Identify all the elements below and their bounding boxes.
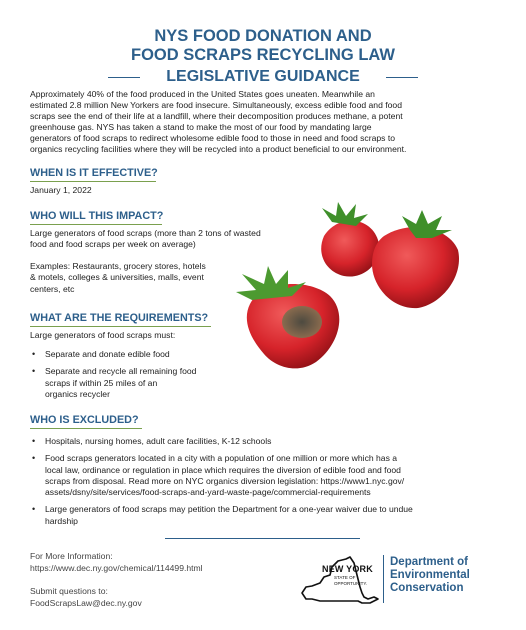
more-info-label: For More Information:	[30, 551, 113, 561]
heading-excluded-rule	[30, 428, 142, 429]
intro-line: greenhouse gas. NYS has taken a stand to make the most of our food by mandating large	[30, 122, 372, 132]
dec-line: Conservation	[390, 582, 464, 594]
list-item	[30, 453, 500, 498]
nys-tagline-1: STATE OF	[334, 575, 356, 580]
list-item-line: scraps from disposal. Read more on NYC organics diversion legislation: https://www1.nyc.gov/	[45, 475, 405, 486]
list-item	[30, 349, 260, 360]
intro-line: Approximately 40% of the food produced in the United States goes uneaten. Meanwhile an	[30, 89, 375, 99]
list-item	[30, 436, 500, 447]
submit-email-link[interactable]: FoodScrapsLaw@dec.ny.gov	[30, 598, 142, 608]
strawberry-right	[372, 210, 459, 308]
list-item-line: Food scraps generators located in a city with a population of one million or more which has a	[45, 453, 398, 464]
intro-line: scraps see the end of their life at a landfill, where their decomposition produces methane, a potent	[30, 111, 403, 121]
heading-effective-rule	[30, 181, 156, 182]
requirements-list	[30, 349, 260, 406]
list-item-line: local law, ordinance or regulation in place which requires the diversion of edible food and food	[45, 464, 401, 475]
list-item-line: Large generators of food scraps may petition the Department for a one-year waiver due to undue	[45, 504, 413, 515]
list-item-line: Separate and recycle all remaining food	[45, 366, 197, 377]
list-item-line: hardship	[45, 515, 78, 526]
bullet-icon: •	[32, 366, 36, 377]
subtitle: LEGISLATIVE GUIDANCE	[166, 68, 360, 85]
title-line-1: NYS FOOD DONATION AND	[154, 27, 372, 45]
bullet-icon: •	[32, 436, 36, 446]
impact-line: & motels, colleges & universities, malls, event	[30, 272, 204, 283]
list-item	[30, 366, 260, 400]
heading-requirements: WHAT ARE THE REQUIREMENTS?	[30, 312, 209, 324]
intro-line: generators of food scraps to redirect wholesome edible food to those in need and food scraps to	[30, 133, 395, 143]
heading-excluded: WHO IS EXCLUDED?	[30, 414, 139, 426]
title-line-2: FOOD SCRAPS RECYCLING LAW	[130, 46, 395, 64]
subtitle-row	[0, 66, 526, 88]
bullet-icon: •	[32, 349, 36, 359]
impact-paragraph-2	[30, 261, 206, 295]
submit-block	[30, 585, 142, 609]
heading-impact: WHO WILL THIS IMPACT?	[30, 210, 164, 222]
nys-dec-logo	[300, 553, 500, 607]
effective-date: January 1, 2022	[30, 185, 92, 195]
submit-label: Submit questions to:	[30, 586, 108, 596]
ny-state-outline-icon	[300, 553, 380, 607]
nys-wordmark: NEW YORK	[322, 564, 373, 574]
list-item-line: organics recycler	[45, 388, 110, 399]
requirements-intro: Large generators of food scraps must:	[30, 330, 176, 340]
impact-paragraph-1	[30, 228, 261, 251]
heading-impact-rule	[30, 224, 162, 225]
dec-line: Environmental	[390, 569, 470, 581]
subtitle-rule-right	[386, 77, 418, 78]
intro-line: estimated 2.8 million New Yorkers are food insecure. Simultaneously, excess edible food and food	[30, 100, 402, 110]
nys-tagline-2: OPPORTUNITY.	[334, 581, 368, 586]
impact-line: Large generators of food scraps (more than 2 tons of wasted	[30, 228, 261, 238]
list-item	[30, 504, 500, 527]
impact-line: Examples: Restaurants, grocery stores, hotels	[30, 261, 206, 271]
strawberries-image	[232, 196, 512, 376]
dec-wordmark	[390, 556, 470, 595]
list-item-line: Hospitals, nursing homes, adult care facilities, K-12 schools	[45, 436, 272, 446]
list-item-line: assets/dsny/site/services/food-scraps-and-yard-waste-page/commercial-requirements	[45, 487, 371, 498]
intro-paragraph	[30, 89, 470, 155]
bullet-icon: •	[32, 504, 36, 515]
more-info-link[interactable]: https://www.dec.ny.gov/chemical/114499.html	[30, 563, 203, 573]
impact-line: food and food scraps per week on average)	[30, 239, 196, 250]
bullet-icon: •	[32, 453, 36, 464]
heading-effective: WHEN IS IT EFFECTIVE?	[30, 167, 158, 179]
more-info-block	[30, 550, 203, 574]
excluded-list	[30, 436, 500, 533]
strawberry-back	[321, 202, 379, 277]
dec-line: Department of	[390, 556, 468, 568]
list-item-line: scraps if within 25 miles of an	[45, 377, 158, 388]
impact-line: centers, etc	[30, 283, 75, 294]
heading-requirements-rule	[30, 326, 211, 327]
strawberry-rotten	[236, 266, 339, 368]
footer-divider	[165, 538, 360, 539]
intro-line: organics recycling facilities where they will be recycled into a product beneficial to our environment.	[30, 144, 407, 154]
list-item-line: Separate and donate edible food	[45, 349, 170, 359]
logo-divider	[383, 555, 384, 603]
